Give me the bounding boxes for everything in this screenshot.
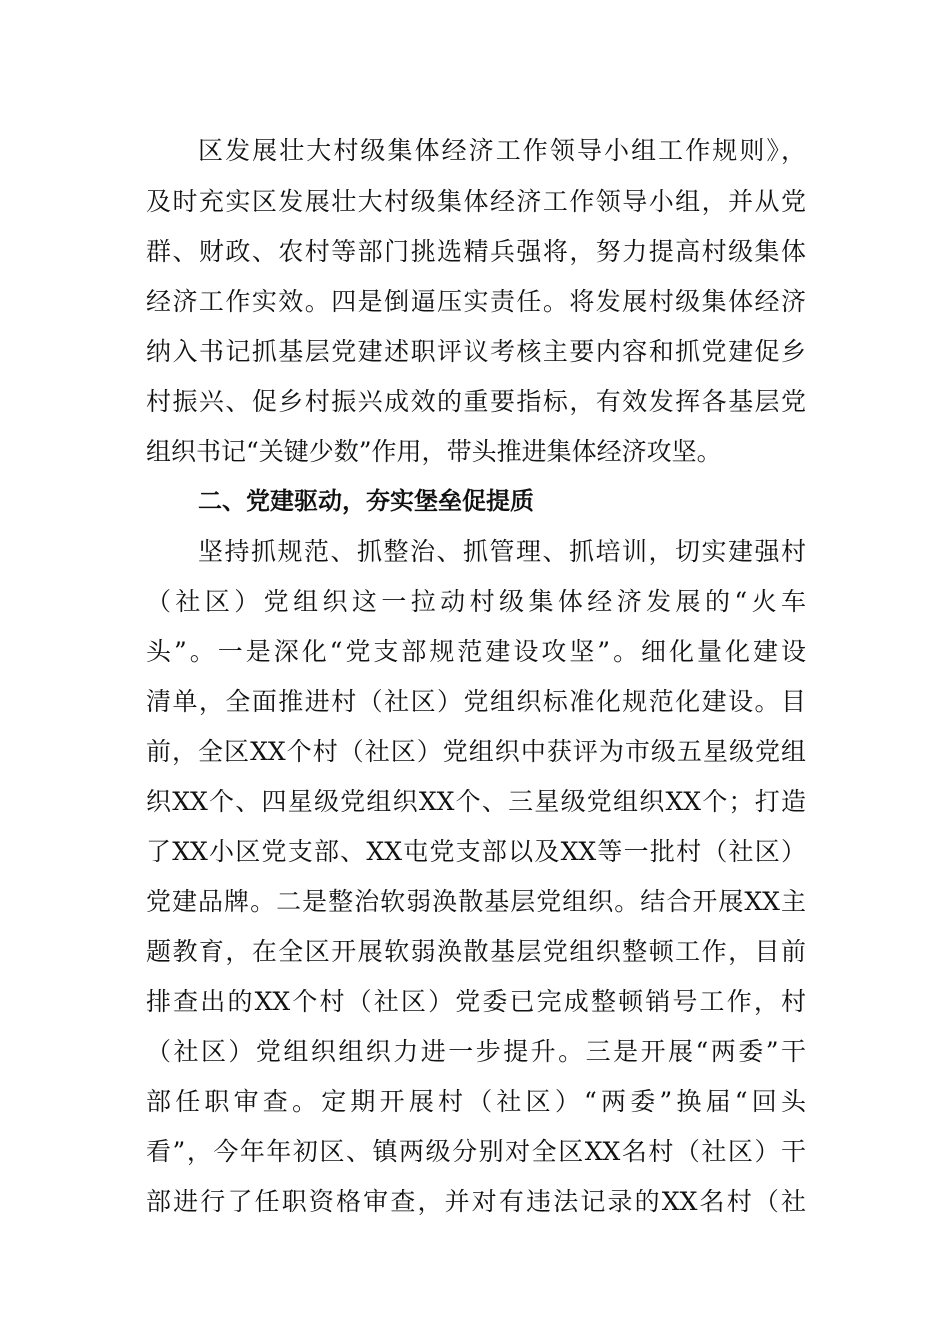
section-2-line-10: 排查出的XX个村（社区）党委已完成整顿销号工作，村 (146, 987, 806, 1016)
section-2-line-7: 了XX小区党支部、XX屯党支部以及XX等一批村（社区） (146, 837, 806, 866)
paragraph-1-line-4: 经济工作实效。四是倒逼压实责任。将发展村级集体经济 (146, 287, 806, 316)
paragraph-1-line-6: 村振兴、促乡村振兴成效的重要指标，有效发挥各基层党 (146, 387, 806, 416)
section-2-line-8: 党建品牌。二是整治软弱涣散基层党组织。结合开展XX主 (146, 887, 806, 916)
paragraph-1-line-2: 及时充实区发展壮大村级集体经济工作领导小组，并从党 (146, 187, 806, 216)
section-2-line-1: 坚持抓规范、抓整治、抓管理、抓培训，切实建强村 (198, 537, 806, 566)
section-2-line-5: 前，全区XX个村（社区）党组织中获评为市级五星级党组 (146, 737, 806, 766)
section-2-line-2: （社区）党组织这一拉动村级集体经济发展的“火车 (146, 587, 806, 616)
section-2-line-12: 部任职审查。定期开展村（社区）“两委”换届“回头 (146, 1087, 806, 1116)
paragraph-1-line-7: 组织书记“关键少数”作用，带头推进集体经济攻坚。 (146, 437, 722, 466)
section-2-heading: 二、党建驱动，夯实堡垒促提质 (198, 487, 534, 515)
paragraph-1-line-5: 纳入书记抓基层党建述职评议考核主要内容和抓党建促乡 (146, 337, 806, 366)
section-2-line-9: 题教育，在全区开展软弱涣散基层党组织整顿工作，目前 (146, 937, 806, 966)
section-2-line-3: 头”。一是深化“党支部规范建设攻坚”。细化量化建设 (146, 637, 806, 666)
section-2-line-6: 织XX个、四星级党组织XX个、三星级党组织XX个；打造 (146, 787, 806, 816)
section-2-line-11: （社区）党组织组织力进一步提升。三是开展“两委”干 (146, 1037, 806, 1066)
section-2-line-14: 部进行了任职资格审查，并对有违法记录的XX名村（社 (146, 1187, 806, 1216)
section-2-line-13: 看”，今年年初区、镇两级分别对全区XX名村（社区）干 (146, 1137, 806, 1166)
section-2-line-4: 清单，全面推进村（社区）党组织标准化规范化建设。目 (146, 687, 806, 716)
paragraph-1-line-1: 区发展壮大村级集体经济工作领导小组工作规则》， (198, 136, 806, 165)
paragraph-1-line-3: 群、财政、农村等部门挑选精兵强将，努力提高村级集体 (146, 237, 806, 266)
